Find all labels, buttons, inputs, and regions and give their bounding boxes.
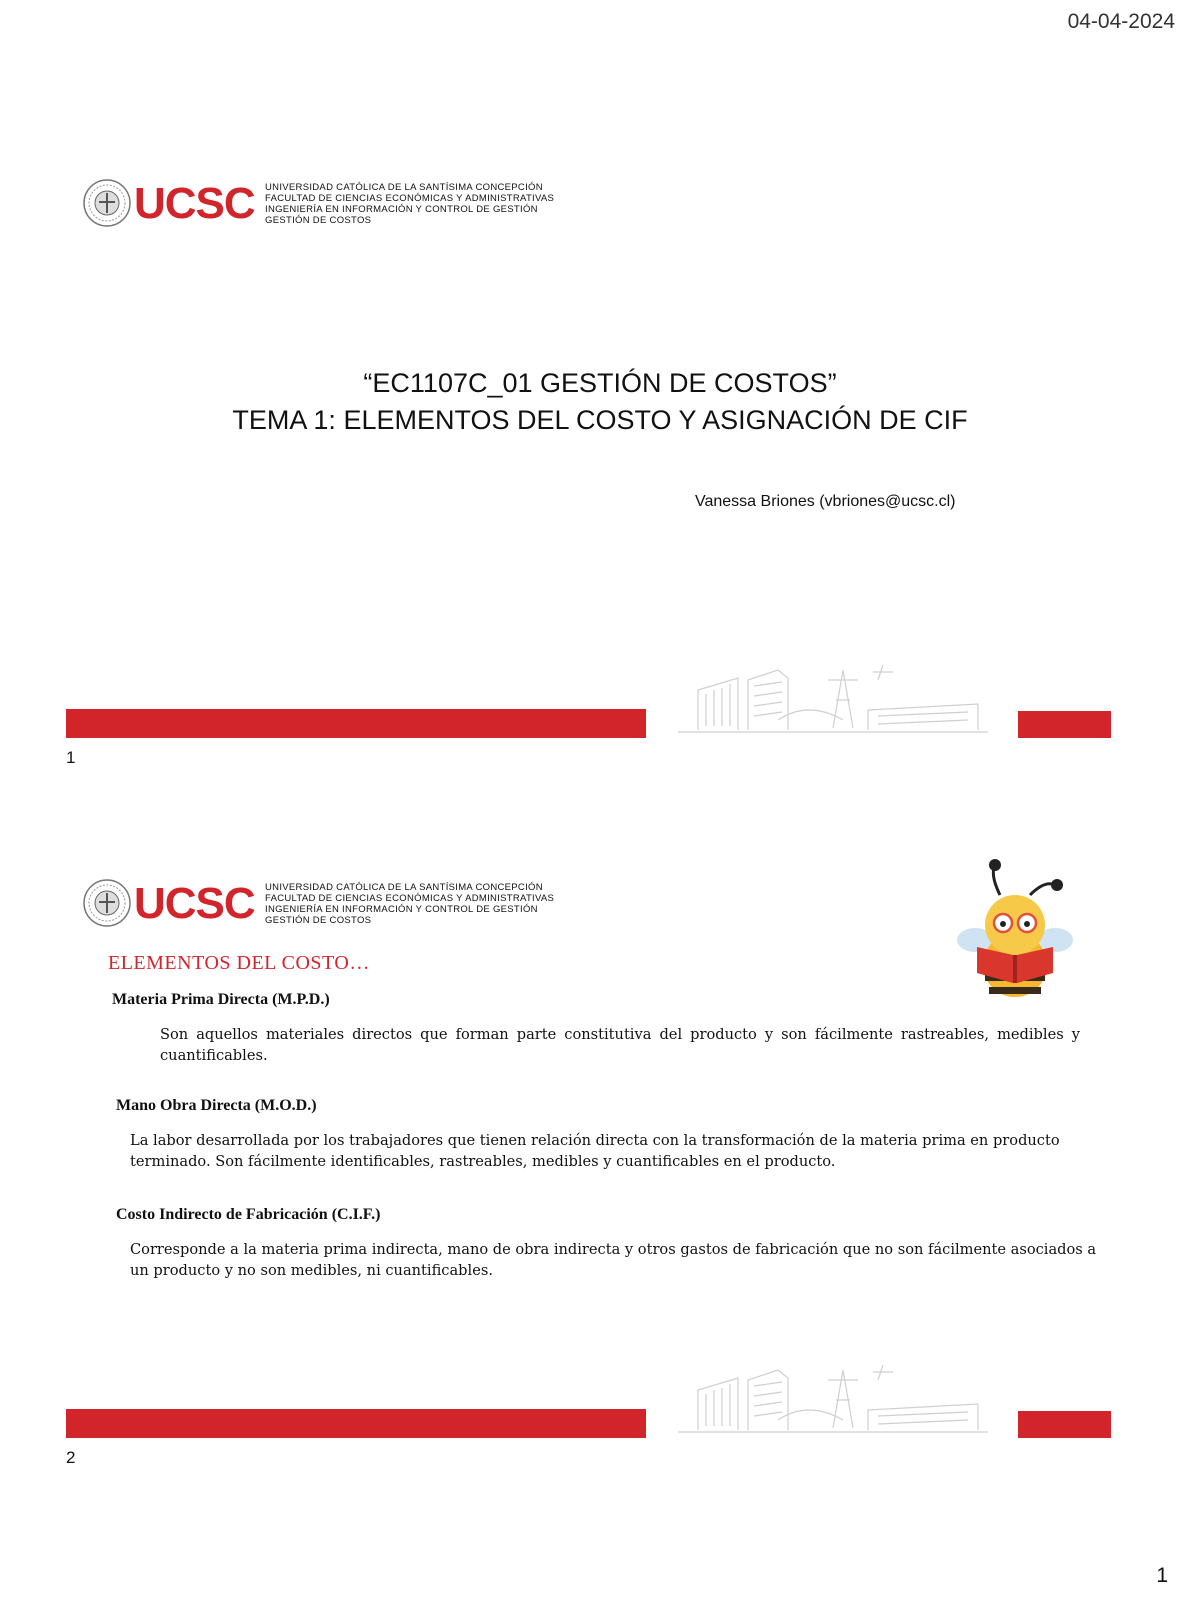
ucsc-seal-icon <box>82 878 132 928</box>
slide-1 <box>60 150 1140 790</box>
slide-title <box>60 365 1140 439</box>
campus-illustration <box>678 1360 988 1440</box>
university-name: UNIVERSIDAD CATÓLICA DE LA SANTÍSIMA CONCEPCIÓN <box>265 182 543 193</box>
course-title: “EC1107C_01 GESTIÓN DE COSTOS” <box>363 368 837 398</box>
slide-number: 1 <box>66 748 76 767</box>
faculty-name: FACULTAD DE CIENCIAS ECONÓMICAS Y ADMINISTRATIVAS <box>265 893 555 904</box>
footer-bar-left <box>66 1409 646 1438</box>
author: Vanessa Briones (vbriones@ucsc.cl) <box>695 493 956 510</box>
page-number: 1 <box>1156 1564 1168 1587</box>
university-name: UNIVERSIDAD CATÓLICA DE LA SANTÍSIMA CONCEPCIÓN <box>265 882 543 893</box>
institution-header <box>265 182 554 226</box>
ucsc-wordmark: UCSC <box>134 879 255 928</box>
course-name: GESTIÓN DE COSTOS <box>265 215 372 226</box>
institution-header <box>265 882 554 926</box>
item-body-mod: La labor desarrollada por los trabajadores que tienen relación directa con la transformación de la materia prima en producto terminado. Son fácilmente identificables, rastreables, medibles y cuantificables en el producto. <box>130 1132 1060 1170</box>
footer-bar-left <box>66 709 646 738</box>
ucsc-logo <box>82 178 255 233</box>
item-title-cif: Costo Indirecto de Fabricación (C.I.F.) <box>116 1206 381 1223</box>
bee-reading-icon <box>955 855 1075 1005</box>
faculty-name: FACULTAD DE CIENCIAS ECONÓMICAS Y ADMINISTRATIVAS <box>265 193 555 204</box>
program-name: INGENIERÍA EN INFORMACIÓN Y CONTROL DE GESTIÓN <box>265 204 538 215</box>
topic-suffix: Y ASIGNACIÓN DE CIF <box>671 405 968 435</box>
topic-emphasis: ELEMENTOS DEL COSTO <box>343 405 672 435</box>
document-date: 04-04-2024 <box>1067 10 1175 33</box>
slide-number: 2 <box>66 1448 76 1467</box>
item-body-cif: Corresponde a la materia prima indirecta, mano de obra indirecta y otros gastos de fabricación que no son fácilmente asociados a un producto y no son medibles, ni cuantificables. <box>130 1241 1097 1279</box>
footer-bar-right <box>1018 1411 1111 1438</box>
item-body-mpd: Son aquellos materiales directos que forman parte constitutiva del producto y son fácilmente rastreables, medibles y cuantificables. <box>160 1026 1080 1064</box>
footer-bar-right <box>1018 711 1111 738</box>
ucsc-logo <box>82 878 255 933</box>
topic-title <box>60 402 1140 439</box>
course-name: GESTIÓN DE COSTOS <box>265 915 372 926</box>
topic-prefix: TEMA 1: <box>232 405 344 435</box>
section-heading: ELEMENTOS DEL COSTO… <box>108 952 370 974</box>
slide-2 <box>60 850 1140 1490</box>
ucsc-wordmark: UCSC <box>134 179 255 228</box>
item-title-mod: Mano Obra Directa (M.O.D.) <box>116 1097 317 1114</box>
item-title-mpd: Materia Prima Directa (M.P.D.) <box>112 991 330 1008</box>
campus-illustration <box>678 660 988 740</box>
program-name: INGENIERÍA EN INFORMACIÓN Y CONTROL DE GESTIÓN <box>265 904 538 915</box>
ucsc-seal-icon <box>82 178 132 228</box>
